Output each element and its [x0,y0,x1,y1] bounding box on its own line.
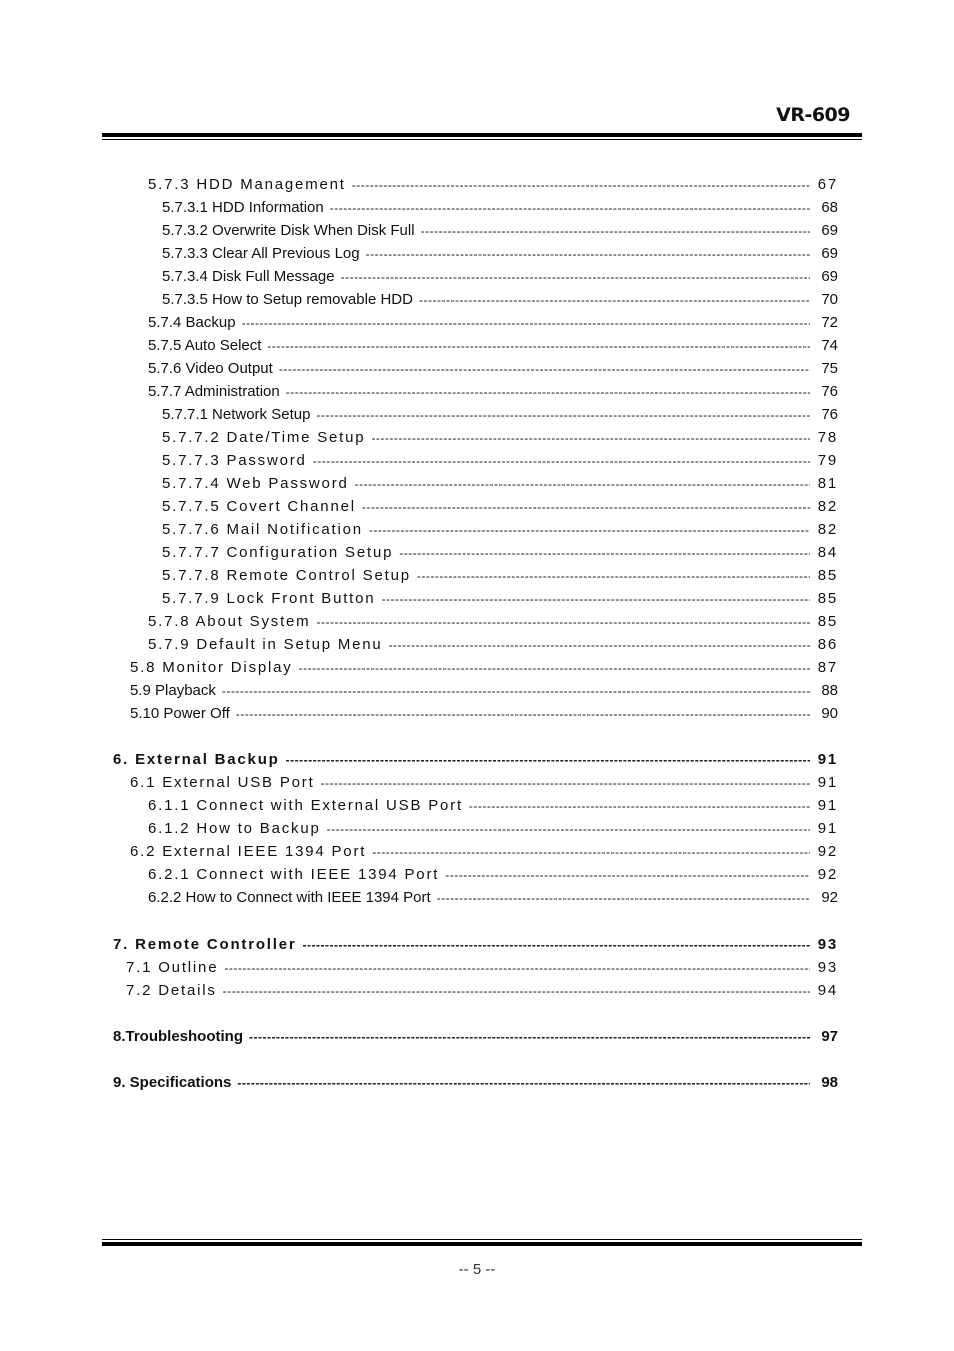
toc-leader [316,615,810,629]
toc-leader [421,224,810,238]
toc-entry[interactable] [162,541,838,564]
toc-entry-page: 91 [817,820,838,837]
document-title: VR-609 [776,104,850,126]
toc-leader [303,938,810,952]
toc-entry-page: 84 [817,544,838,561]
toc-entry-title: 5.7.7.1 Network Setup [162,406,311,423]
toc-leader [267,339,810,353]
toc-entry-page: 92 [821,889,838,906]
toc-leader [417,569,810,583]
toc-entry-page: 86 [817,636,838,653]
toc-entry-title: 6.1 External USB Port [130,774,315,791]
toc-leader [321,776,810,790]
toc-entry-page: 75 [821,360,838,377]
toc-entry-page: 69 [821,245,838,262]
toc-entry[interactable] [148,311,838,334]
toc-leader [381,592,810,606]
toc-entry-title: 6. External Backup [113,751,280,768]
toc-entry[interactable] [126,979,838,1002]
toc-entry[interactable] [162,587,838,610]
toc-entry-title: 5.7.3.2 Overwrite Disk When Disk Full [162,222,415,239]
toc-entry-title: 7.2 Details [126,982,217,999]
toc-leader [341,270,810,284]
toc-leader [249,1030,810,1044]
toc-leader [469,799,810,813]
toc-leader [366,247,810,261]
toc-leader [222,684,810,698]
toc-entry[interactable] [162,472,838,495]
toc-leader [362,500,810,514]
toc-entry-page: 82 [817,498,838,515]
toc-entry-page: 93 [817,959,838,976]
toc-entry-title: 5.10 Power Off [130,705,230,722]
toc-entry-title: 5.7.7.2 Date/Time Setup [162,429,366,446]
toc-entry-page: 85 [817,613,838,630]
toc-leader [371,431,810,445]
toc-entry-title: 9. Specifications [113,1074,232,1091]
toc-entry-page: 78 [817,429,838,446]
toc-entry[interactable] [130,656,838,679]
toc-leader [286,753,810,767]
toc-leader [286,385,810,399]
toc-entry-page: 88 [821,682,838,699]
toc-entry-title: 5.7.7.9 Lock Front Button [162,590,376,607]
toc-entry-page: 74 [821,337,838,354]
toc-entry-page: 97 [821,1028,838,1045]
toc-entry[interactable] [162,242,838,265]
toc-entry-title: 5.7.5 Auto Select [148,337,262,354]
toc-entry-title: 5.7.7.5 Covert Channel [162,498,356,515]
toc-entry[interactable] [148,357,838,380]
toc-entry-page: 79 [817,452,838,469]
toc-entry[interactable] [162,265,838,288]
toc-entry-title: 5.7.7.6 Mail Notification [162,521,363,538]
toc-entry-title: 5.7.9 Default in Setup Menu [148,636,383,653]
toc-entry-title: 5.7.3.1 HDD Information [162,199,324,216]
toc-entry-page: 91 [817,774,838,791]
toc-entry[interactable] [162,449,838,472]
toc-leader [313,454,810,468]
toc-entry-page: 91 [817,751,838,768]
toc-entry-chapter[interactable] [113,933,838,956]
toc-entry-page: 93 [817,936,838,953]
toc-entry-title: 5.8 Monitor Display [130,659,293,676]
toc-entry-page: 85 [817,567,838,584]
footer-rule-thin [102,1239,862,1240]
page-number: -- 5 -- [458,1261,496,1278]
toc-leader [327,822,810,836]
toc-entry-page: 82 [817,521,838,538]
toc-entry-title: 5.7.7.3 Password [162,452,307,469]
toc-leader [330,201,810,215]
toc-entry-title: 5.7.3.4 Disk Full Message [162,268,335,285]
toc-entry[interactable] [162,564,838,587]
toc-entry[interactable] [162,426,838,449]
toc-entry-page: 94 [817,982,838,999]
toc-entry-chapter[interactable] [113,1071,838,1094]
header-rule-thin [102,139,862,140]
toc-entry-page: 76 [821,383,838,400]
header-rule-thick [102,133,862,137]
toc-leader [437,891,810,905]
toc-leader [242,316,810,330]
toc-leader [445,868,810,882]
toc-entry-title: 5.7.4 Backup [148,314,236,331]
toc-entry-title: 5.9 Playback [130,682,216,699]
toc-entry-title: 5.7.3.3 Clear All Previous Log [162,245,360,262]
toc-leader [389,638,810,652]
toc-entry-title: 5.7.8 About System [148,613,311,630]
toc-leader [236,707,810,721]
toc-entry-title: 5.7.7.7 Configuration Setup [162,544,394,561]
toc-leader [316,408,810,422]
toc-entry[interactable] [126,956,838,979]
toc-leader [224,961,810,975]
toc-entry-title: 8.Troubleshooting [113,1028,243,1045]
toc-entry[interactable] [162,495,838,518]
toc-entry-title: 5.7.3 HDD Management [148,176,346,193]
toc-entry[interactable] [148,886,838,909]
toc-entry[interactable] [148,794,838,817]
toc-entry-page: 92 [817,843,838,860]
toc-entry-page: 76 [821,406,838,423]
footer-rule-thick [102,1242,862,1246]
toc-entry[interactable] [130,679,838,702]
toc-entry-page: 67 [817,176,838,193]
toc-entry-title: 5.7.7.4 Web Password [162,475,349,492]
toc-leader [237,1076,810,1090]
toc-entry[interactable] [162,518,838,541]
toc-entry-page: 68 [821,199,838,216]
toc-entry-page: 87 [817,659,838,676]
toc-entry[interactable] [162,219,838,242]
toc-entry[interactable] [148,380,838,403]
toc-leader [299,661,810,675]
toc-entry[interactable] [148,173,838,196]
toc-entry-title: 6.2 External IEEE 1394 Port [130,843,367,860]
toc-entry-page: 72 [821,314,838,331]
toc-entry-page: 70 [821,291,838,308]
toc-entry[interactable] [130,840,838,863]
toc-entry-title: 5.7.6 Video Output [148,360,273,377]
toc-entry-chapter[interactable] [113,748,838,771]
toc-entry[interactable] [162,196,838,219]
toc-leader [279,362,810,376]
toc-entry-title: 5.7.7 Administration [148,383,280,400]
toc-entry-page: 92 [817,866,838,883]
toc-leader [372,845,810,859]
toc-leader [419,293,810,307]
toc-entry[interactable] [162,403,838,426]
toc-entry-page: 69 [821,268,838,285]
toc-entry-title: 7. Remote Controller [113,936,297,953]
toc-entry[interactable] [148,334,838,357]
toc-entry[interactable] [130,771,838,794]
toc-entry[interactable] [148,863,838,886]
toc-entry-page: 81 [817,475,838,492]
toc-entry-title: 5.7.3.5 How to Setup removable HDD [162,291,413,308]
toc-entry[interactable] [162,288,838,311]
toc-leader [369,523,810,537]
toc-entry-chapter[interactable] [113,1025,838,1048]
toc-leader [399,546,810,560]
toc-entry-title: 6.2.2 How to Connect with IEEE 1394 Port [148,889,431,906]
toc-leader [355,477,810,491]
toc-entry-title: 6.1.2 How to Backup [148,820,321,837]
toc-entry-title: 6.1.1 Connect with External USB Port [148,797,463,814]
toc-entry[interactable] [148,633,838,656]
toc-entry-title: 6.2.1 Connect with IEEE 1394 Port [148,866,440,883]
toc-entry[interactable] [148,817,838,840]
toc-entry-title: 5.7.7.8 Remote Control Setup [162,567,411,584]
toc-leader [223,984,810,998]
toc-entry-title: 7.1 Outline [126,959,219,976]
toc-entry-page: 85 [817,590,838,607]
toc-entry-page: 69 [821,222,838,239]
toc-leader [352,178,810,192]
toc-entry[interactable] [130,702,838,725]
toc-entry[interactable] [148,610,838,633]
toc-entry-page: 98 [821,1074,838,1091]
toc-entry-page: 90 [821,705,838,722]
toc-entry-page: 91 [817,797,838,814]
